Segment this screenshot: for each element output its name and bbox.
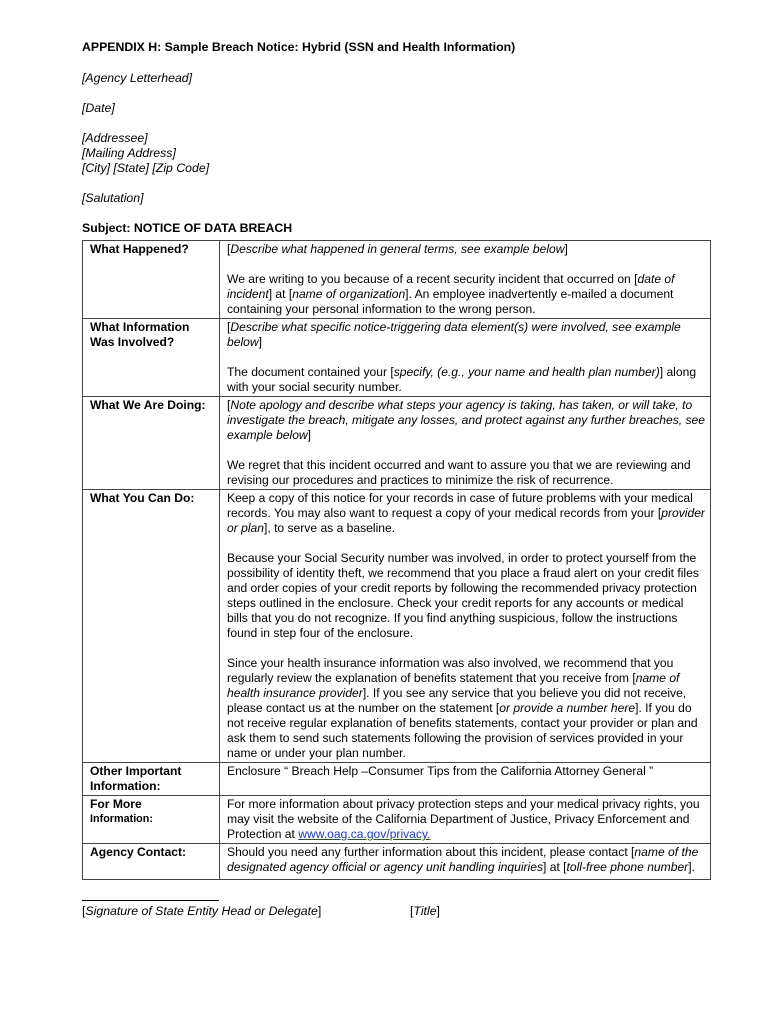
row-content: Keep a copy of this notice for your records in case of future problems with your medical records. You may also want to request a copy of your medical records from your [provider or plan], to serve as a baseline. Because your Social Security number was involved, in order to protect yourself from the possibility of identity theft, we recommend that you place a fraud alert on your credit files and order copies of your credit reports by following the recommended privacy protection steps outlined in the enclosure. Check your credit reports for any accounts or medical bills that you do not recognize. If you find anything suspicious, follow the instructions found in step four of the enclosure. Since your health insurance information was also involved, we recommend that you regularly review the explanation of benefits statement that you receive from [name of health insurance provider]. If you see any service that you believe you did not receive, please contact us at the number on the statement [or provide a number here]. If you do not receive regular explanation of benefits statements, contact your provider or plan and ask them to send such statements following the provision of services provided in your name or under your plan number. — [220, 490, 711, 763]
row-label: What Information Was Involved? — [83, 319, 220, 397]
table-row-other-information — [83, 763, 711, 796]
table-row-more-information — [83, 796, 711, 844]
date-placeholder: [Date] — [82, 101, 115, 115]
address-block — [82, 131, 209, 176]
row-content: [Note apology and describe what steps your agency is taking, has taken, or will take, to investigate the breach, mitigate any losses, and protect against any further breaches, see example below] We regret that this incident occurred and want to assure you that we are reviewing and revising our procedures and practices to minimize the risk of recurrence. — [220, 397, 711, 490]
row-label: Agency Contact: — [83, 844, 220, 880]
row-label: What Happened? — [83, 241, 220, 319]
signature-placeholder: [Signature of State Entity Head or Delegate] — [82, 904, 322, 918]
table-row-what-happened — [83, 241, 711, 319]
breach-notice-table — [82, 240, 711, 880]
row-content: [Describe what specific notice-triggering data element(s) were involved, see example below] The document contained your [specify, (e.g., your name and health plan number)] along with your social security number. — [220, 319, 711, 397]
subject-line: Subject: NOTICE OF DATA BREACH — [82, 221, 293, 235]
row-content: Should you need any further information about this incident, please contact [name of the designated agency official or agency unit handling inquiries] at [toll-free phone number]. — [220, 844, 711, 880]
signature-line — [82, 900, 219, 901]
appendix-heading: APPENDIX H: Sample Breach Notice: Hybrid (SSN and Health Information) — [82, 40, 516, 54]
mailing-address-placeholder: [Mailing Address] — [82, 146, 176, 160]
agency-letterhead-placeholder: [Agency Letterhead] — [82, 71, 193, 85]
row-content: For more information about privacy protection steps and your medical privacy rights, you may visit the website of the California Department of Justice, Privacy Enforcement and Protection at www.oag.ca.gov/privacy. — [220, 796, 711, 844]
privacy-website-link[interactable]: www.oag.ca.gov/privacy. — [298, 827, 431, 841]
row-label: For More Information: — [83, 796, 220, 844]
addressee-placeholder: [Addressee] — [82, 131, 148, 145]
title-placeholder: [Title] — [410, 904, 440, 918]
table-row-what-you-can-do — [83, 490, 711, 763]
row-label: Other Important Information: — [83, 763, 220, 796]
row-content: [Describe what happened in general terms, see example below] We are writing to you because of a recent security incident that occurred on [date of incident] at [name of organization]. An employee inadvertently e-mailed a document containing your personal information to the wrong person. — [220, 241, 711, 319]
table-row-what-we-are-doing — [83, 397, 711, 490]
salutation-placeholder: [Salutation] — [82, 191, 144, 205]
table-row-agency-contact — [83, 844, 711, 880]
table-row-information-involved — [83, 319, 711, 397]
row-label: What We Are Doing: — [83, 397, 220, 490]
row-label: What You Can Do: — [83, 490, 220, 763]
row-content: Enclosure “ Breach Help –Consumer Tips from the California Attorney General ” — [220, 763, 711, 796]
city-state-zip-placeholder: [City] [State] [Zip Code] — [82, 161, 210, 175]
